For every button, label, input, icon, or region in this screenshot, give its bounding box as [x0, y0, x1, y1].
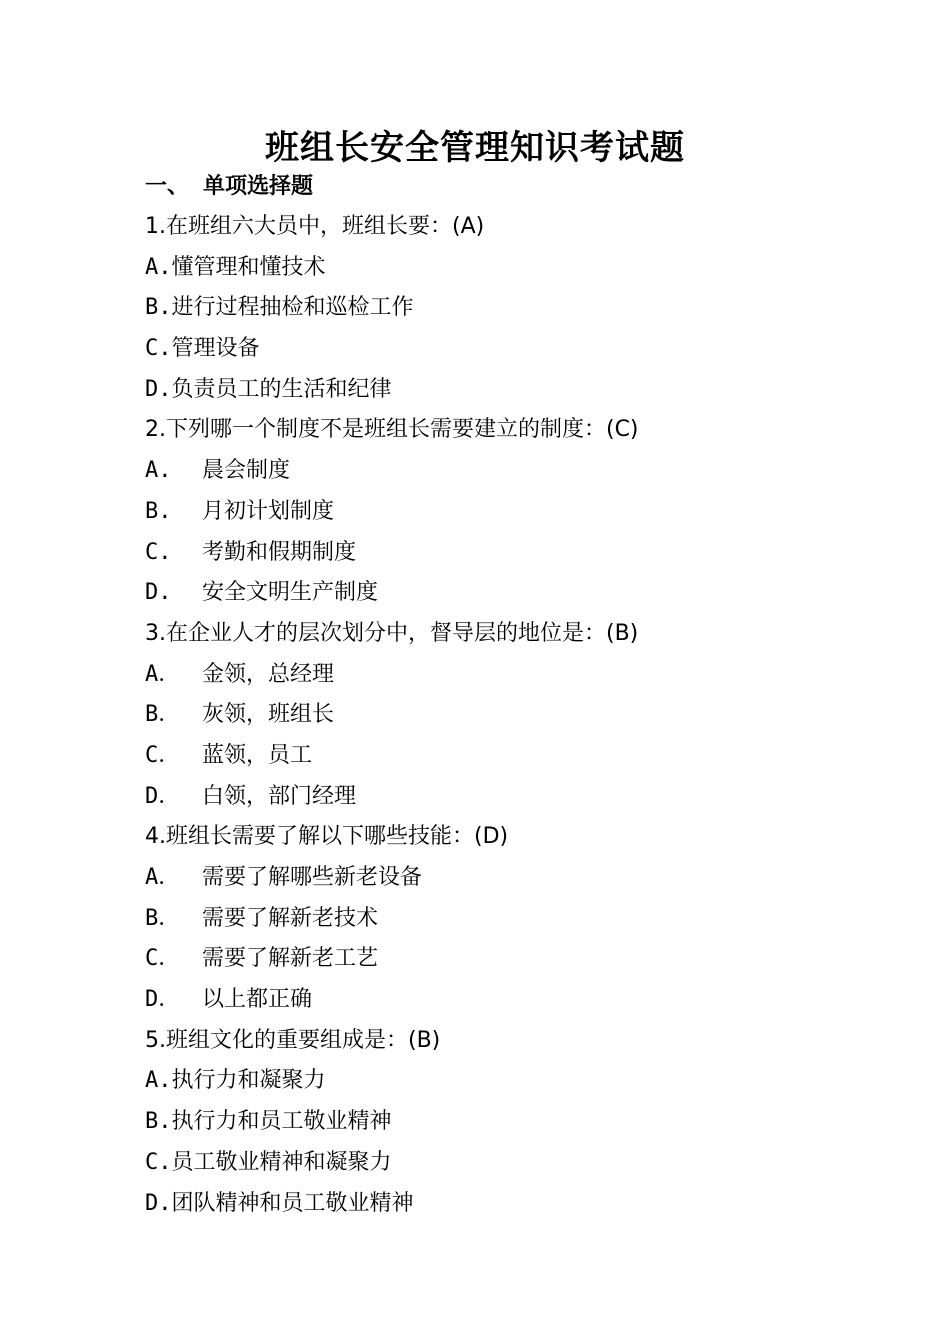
option-label: D． — [145, 987, 181, 1013]
question-5-stem: 5.班组文化的重要组成是：(B) — [145, 1027, 441, 1053]
option-label: D. — [145, 376, 172, 402]
option-label: B. — [145, 295, 172, 321]
option-label: C． — [145, 742, 181, 768]
section-title: 单项选择题 — [203, 174, 314, 199]
question-4-option-a — [145, 858, 845, 899]
question-2-option-c — [145, 533, 845, 574]
option-text: 团队精神和员工敬业精神 — [171, 1190, 414, 1216]
question-1-option-b — [145, 288, 845, 329]
question-4-option-d — [145, 980, 845, 1021]
option-label: C. — [145, 539, 172, 565]
question-4-option-c — [145, 939, 845, 980]
question-4-option-b — [145, 899, 845, 940]
option-label: C. — [145, 1149, 172, 1175]
option-label: A. — [145, 1068, 172, 1094]
option-label: B． — [145, 702, 181, 728]
question-2-option-d — [145, 573, 845, 614]
question-list — [145, 207, 845, 1224]
option-label: C． — [145, 946, 181, 972]
question-1-stem: 1.在班组六大员中，班组长要：(A) — [145, 214, 485, 239]
option-text: 安全文明生产制度 — [202, 580, 379, 606]
question-3-option-b — [145, 695, 845, 736]
option-label: D． — [145, 783, 181, 809]
option-text: 需要了解新老工艺 — [202, 946, 379, 972]
option-text: 进行过程抽检和巡检工作 — [171, 295, 414, 321]
option-label: B. — [145, 498, 172, 524]
question-2-stem: 2.下列哪一个制度不是班组长需要建立的制度：(C) — [145, 417, 639, 443]
option-text: 管理设备 — [171, 336, 260, 362]
question-3-option-c — [145, 736, 845, 777]
option-text: 月初计划制度 — [202, 498, 335, 524]
option-label: B. — [145, 1109, 172, 1135]
option-label: A． — [145, 865, 181, 890]
option-text: 需要了解哪些新老设备 — [202, 865, 423, 890]
question-4-stem: 4.班组长需要了解以下哪些技能：(D) — [145, 824, 509, 850]
question-2-option-a — [145, 451, 845, 492]
question-3-option-a — [145, 655, 845, 696]
option-label: D. — [145, 1190, 172, 1216]
option-label: A． — [145, 661, 181, 687]
option-text: 负责员工的生活和纪律 — [171, 376, 392, 402]
option-label: D. — [145, 580, 172, 606]
question-5-option-a — [145, 1061, 845, 1102]
option-text: 白领，部门经理 — [202, 783, 357, 809]
question-5-option-c — [145, 1143, 845, 1184]
option-text: 懂管理和懂技术 — [171, 254, 326, 280]
option-text: 金领，总经理 — [202, 661, 335, 687]
question-5-option-d — [145, 1184, 845, 1225]
option-text: 晨会制度 — [202, 458, 291, 484]
option-text: 执行力和凝聚力 — [171, 1068, 326, 1094]
question-1-option-c — [145, 329, 845, 370]
option-text: 需要了解新老技术 — [202, 905, 379, 931]
option-label: A. — [145, 254, 172, 280]
document-title: 班组长安全管理知识考试题 — [265, 128, 685, 168]
option-label: A. — [145, 458, 172, 484]
option-text: 执行力和员工敬业精神 — [171, 1109, 392, 1135]
question-3-option-d — [145, 777, 845, 818]
section-heading — [145, 169, 313, 205]
question-1-option-d — [145, 370, 845, 411]
question-5-option-b — [145, 1102, 845, 1143]
option-text: 蓝领，员工 — [202, 742, 313, 768]
option-text: 灰领，班组长 — [202, 702, 335, 728]
option-text: 考勤和假期制度 — [202, 539, 357, 565]
section-number: 一、 — [145, 174, 190, 199]
option-label: C. — [145, 336, 172, 362]
option-text: 员工敬业精神和凝聚力 — [171, 1149, 392, 1175]
option-label: B． — [145, 905, 181, 931]
question-3-stem: 3.在企业人才的层次划分中，督导层的地位是：(B) — [145, 620, 639, 646]
question-1-option-a — [145, 248, 845, 289]
option-text: 以上都正确 — [202, 987, 313, 1013]
question-2-option-b — [145, 492, 845, 533]
